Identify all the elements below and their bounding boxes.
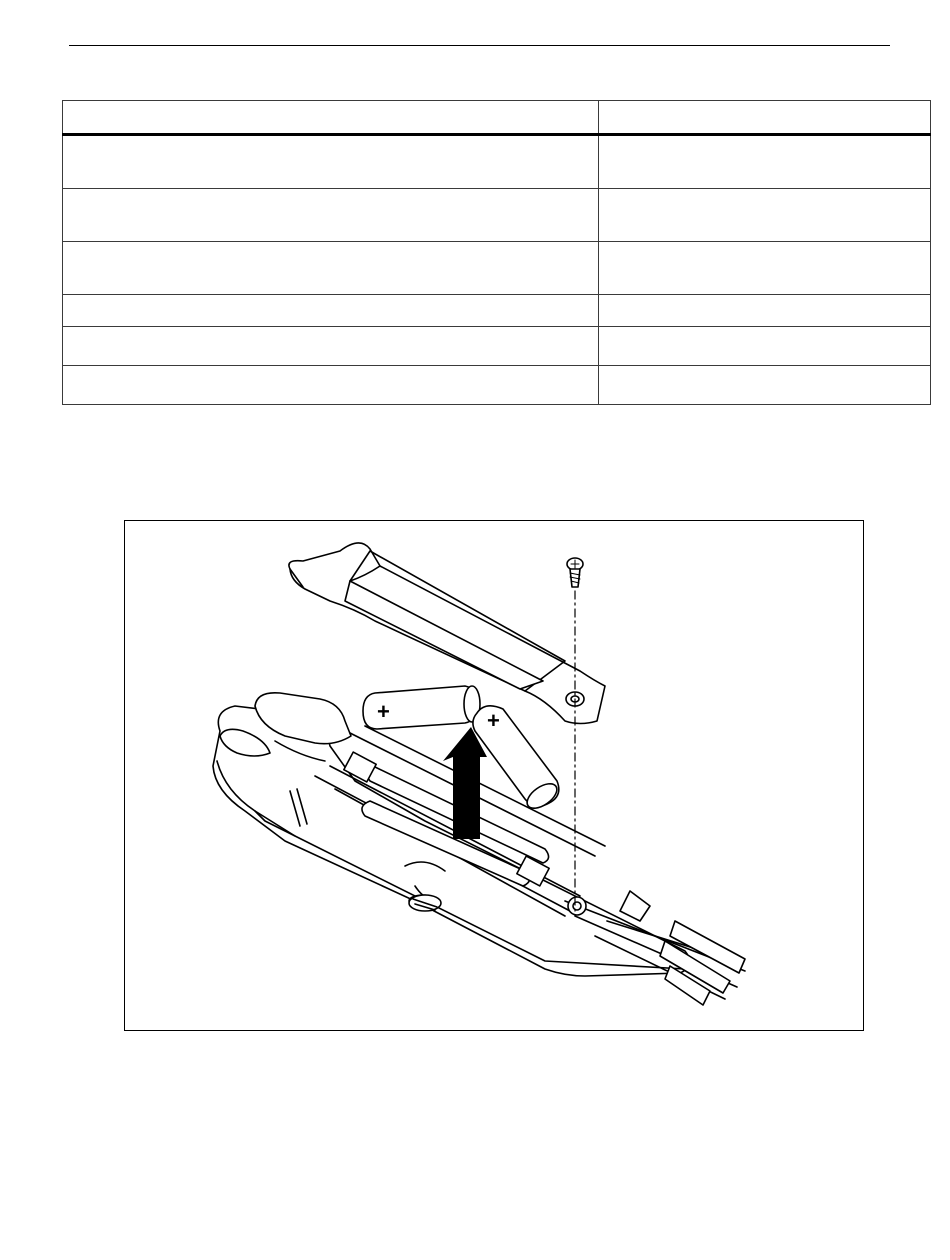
table-cell <box>599 327 931 366</box>
tester-body-icon <box>213 693 690 976</box>
screw-icon <box>567 558 583 587</box>
table-row <box>63 295 931 327</box>
table-cell <box>63 295 599 327</box>
table-row <box>63 189 931 242</box>
table-cell <box>63 135 599 189</box>
table-cell <box>599 189 931 242</box>
table-cell <box>599 242 931 295</box>
table-cell <box>63 189 599 242</box>
roller-wheel-icon <box>409 895 441 911</box>
table-cell <box>63 242 599 295</box>
table-header-row <box>63 101 931 135</box>
spec-table <box>62 100 931 405</box>
figure-illustration <box>125 521 863 1030</box>
table-row <box>63 135 931 189</box>
table-cell <box>599 366 931 405</box>
table-header-cell <box>63 101 599 135</box>
table-row <box>63 242 931 295</box>
table-row <box>63 327 931 366</box>
plus-sign-label: + <box>377 699 390 724</box>
table-header-cell <box>599 101 931 135</box>
plus-sign-label: + <box>487 708 500 733</box>
top-rule <box>69 45 890 46</box>
table-cell <box>599 295 931 327</box>
table-row <box>63 366 931 405</box>
table-cell <box>63 327 599 366</box>
table-cell <box>599 135 931 189</box>
battery-replacement-figure <box>124 520 864 1031</box>
table-cell <box>63 366 599 405</box>
